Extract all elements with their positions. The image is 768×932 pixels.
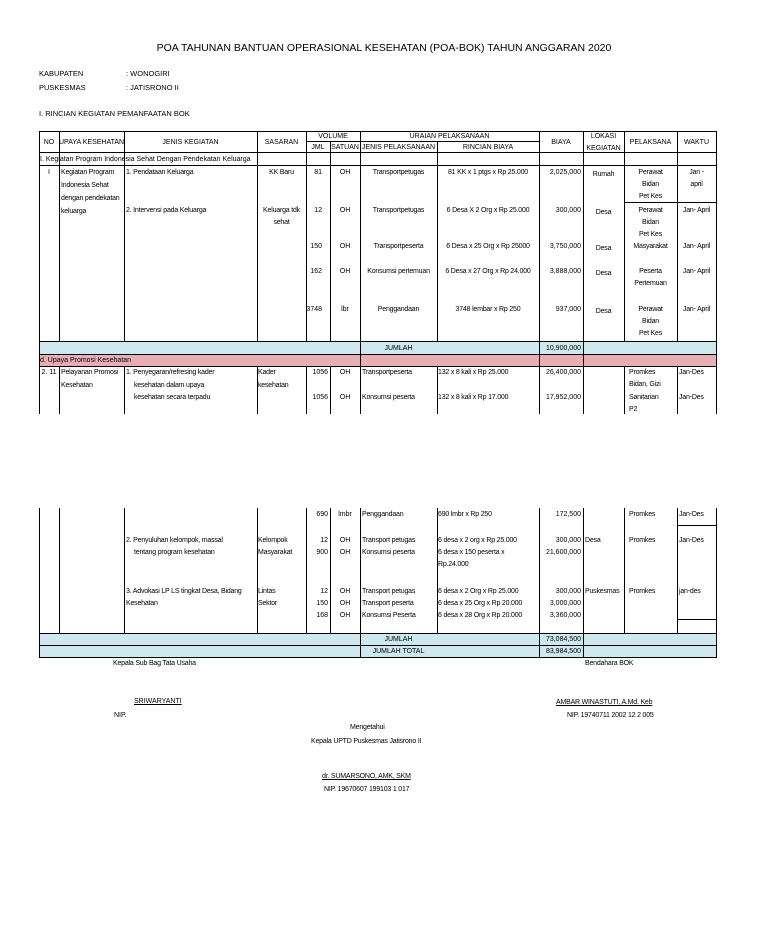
pelaksana-cell: Perawat bbox=[638, 306, 663, 313]
satuan-cell: OH bbox=[339, 600, 351, 607]
jml-cell: 12 bbox=[314, 207, 322, 214]
right-signer-role: Bendahara BOK bbox=[585, 660, 634, 667]
jumlah-value: 73,084,500 bbox=[545, 636, 581, 643]
sasaran-text: Kader bbox=[258, 369, 276, 376]
waktu-cell: Jan-Des bbox=[679, 511, 704, 518]
sasaran-text: Kelompok bbox=[258, 537, 288, 544]
kabupaten-value: : WONOGIRI bbox=[126, 69, 170, 78]
biaya-cell: 21,600,000 bbox=[545, 549, 581, 556]
biaya-cell: 17,952,000 bbox=[545, 394, 581, 401]
col-pelaksana: PELAKSANA bbox=[629, 139, 672, 146]
upaya-text: Kegiatan Program bbox=[61, 169, 115, 176]
jml-cell: 81 bbox=[314, 169, 322, 176]
biaya-cell: 300,000 bbox=[555, 588, 581, 595]
lokasi-cell: Desa bbox=[595, 308, 612, 315]
left-signer-nip: NIP. bbox=[114, 712, 127, 719]
page-title: POA TAHUNAN BANTUAN OPERASIONAL KESEHATAN (POA-BOK) TAHUN ANGGARAN 2020 bbox=[156, 42, 612, 54]
puskesmas-value: : JATISRONO II bbox=[126, 83, 179, 92]
upaya-text: dengan pendekatan bbox=[61, 195, 120, 202]
upaya-text: keluarga bbox=[61, 208, 87, 215]
satuan-cell: lmbr bbox=[338, 511, 352, 518]
pelaksana-cell: Promkes bbox=[629, 537, 656, 544]
jml-cell: 168 bbox=[316, 612, 328, 619]
jml-cell: 3748 bbox=[306, 306, 322, 313]
promosi-band bbox=[39, 354, 716, 366]
jenis-pelaksanaan-cell: Konsumsi Peserta bbox=[362, 612, 416, 619]
kegiatan-text: kesehatan dalam upaya bbox=[134, 382, 205, 389]
col-jenis-kegiatan: JENIS KEGIATAN bbox=[162, 139, 219, 146]
jenis-pelaksanaan-cell: Transport peserta bbox=[362, 600, 414, 607]
rincian-cell: 690 lmbr x Rp 250 bbox=[438, 511, 492, 518]
rincian-cell: 6 desa x 2 org x Rp 25.000 bbox=[438, 537, 517, 544]
jml-cell: 150 bbox=[316, 600, 328, 607]
pelaksana-cell: Bidan bbox=[642, 181, 659, 188]
col-volume: VOLUME bbox=[318, 133, 348, 140]
jenis-pelaksanaan-cell: Penggandaan bbox=[377, 306, 420, 313]
col-lokasi-2: KEGIATAN bbox=[586, 145, 621, 152]
waktu-cell: Jan-Des bbox=[679, 537, 704, 544]
satuan-cell: OH bbox=[339, 243, 351, 250]
jenis-pelaksanaan-cell: Transport petugas bbox=[362, 537, 416, 544]
jml-cell: 162 bbox=[310, 268, 322, 275]
pelaksana-cell: Pet Kes bbox=[638, 231, 663, 238]
col-satuan: SATUAN bbox=[331, 144, 359, 151]
waktu-cell: Jan - bbox=[689, 169, 704, 176]
kegiatan-text: tentang program kesehatan bbox=[134, 549, 215, 556]
rincian-cell: 6 Desa X 2 Org x Rp 25.000 bbox=[446, 207, 530, 214]
jenis-pelaksanaan-cell: Transport petugas bbox=[362, 588, 416, 595]
pelaksana-cell: Bidan bbox=[642, 219, 659, 226]
jenis-pelaksanaan-cell: Konsumsi peserta bbox=[362, 394, 415, 401]
jenis-pelaksanaan-cell: Transportpeserta bbox=[373, 243, 424, 250]
jenis-pelaksanaan-cell: Transportpetugas bbox=[372, 169, 425, 176]
kegiatan-text: 1. Penyegaran/refresing kader bbox=[126, 369, 215, 376]
jenis-pelaksanaan-cell: Konsumsi peserta bbox=[362, 549, 415, 556]
rincian-cell: 3748 lembar x Rp 250 bbox=[455, 306, 521, 313]
kegiatan-text: 2. Intervensi pada Keluarga bbox=[126, 207, 207, 214]
lokasi-cell: Rumah bbox=[592, 171, 615, 178]
biaya-cell: 3,000,000 bbox=[549, 600, 581, 607]
kegiatan-text: 1. Pendataan Keluarga bbox=[126, 169, 194, 176]
pelaksana-cell: Promkes bbox=[629, 511, 656, 518]
col-rincian: RINCIAN BIAYA bbox=[462, 144, 514, 151]
satuan-cell: OH bbox=[339, 394, 351, 401]
jenis-pelaksanaan-cell: Konsumsi pertemuan bbox=[367, 268, 430, 275]
total-value: 83,984,500 bbox=[545, 648, 581, 655]
rincian-cell: 6 desa x 2 Org x Rp 25.000 bbox=[438, 588, 519, 595]
sasaran-text: Sektor bbox=[258, 600, 278, 607]
left-signer-role: Kepala Sub Bag Tata Usaha bbox=[113, 660, 196, 667]
waktu-cell: Jan- April bbox=[682, 268, 711, 275]
biaya-cell: 3,750,000 bbox=[549, 243, 581, 250]
satuan-cell: OH bbox=[339, 549, 351, 556]
pelaksana-cell: Promkes bbox=[629, 588, 656, 595]
lokasi-cell: Desa bbox=[595, 270, 612, 277]
upaya-text: Indonesia Sehat bbox=[61, 182, 109, 189]
waktu-cell: Jan- April bbox=[682, 207, 711, 214]
sasaran-text: KK Baru bbox=[269, 169, 294, 176]
biaya-cell: 26,400,000 bbox=[545, 369, 581, 376]
jml-cell: 1056 bbox=[312, 394, 328, 401]
rincian-cell: 132 x 8 kali x Rp 25.000 bbox=[438, 369, 509, 376]
biaya-cell: 3,888,000 bbox=[549, 268, 581, 275]
pelaksana-cell: Bidan, Gizi bbox=[629, 381, 661, 388]
puskesmas-label: PUSKESMAS bbox=[39, 83, 86, 92]
lokasi-cell: Desa bbox=[585, 537, 601, 544]
waktu-cell: jan-des bbox=[679, 588, 701, 595]
pelaksana-cell: Peserta bbox=[639, 268, 662, 275]
upaya-text: Kesehatan bbox=[61, 382, 93, 389]
sasaran-text: Masyarakat bbox=[258, 549, 293, 556]
group-1-title: I. Kegiatan Program Indonesia Sehat Dengan Pendekatan Keluarga bbox=[40, 156, 251, 163]
satuan-cell: OH bbox=[339, 268, 351, 275]
jenis-pelaksanaan-cell: Penggandaan bbox=[362, 511, 404, 518]
col-waktu: WAKTU bbox=[683, 139, 710, 146]
jml-cell: 12 bbox=[320, 537, 328, 544]
biaya-cell: 172,500 bbox=[555, 511, 581, 518]
lokasi-cell: Desa bbox=[595, 209, 612, 216]
rincian-cell: 6 desa x 150 peserta x bbox=[438, 549, 505, 556]
jml-cell: 150 bbox=[310, 243, 322, 250]
sasaran-text: sehat bbox=[273, 219, 290, 226]
col-no: NO bbox=[43, 139, 55, 146]
satuan-cell: OH bbox=[339, 369, 351, 376]
pelaksana-cell: Masyarakat bbox=[633, 243, 668, 250]
head-name: dr. SUMARSONO, AMK, SKM bbox=[322, 773, 411, 780]
pelaksana-cell: P2 bbox=[629, 406, 638, 413]
jenis-pelaksanaan-cell: Transportpeserta bbox=[362, 369, 412, 376]
pelaksana-cell: Pet Kes bbox=[638, 330, 663, 337]
pelaksana-cell: Pertemuan bbox=[634, 280, 667, 287]
jml-cell: 900 bbox=[316, 549, 328, 556]
rincian-cell: 6 Desa x 27 Org x Rp 24.000 bbox=[445, 268, 531, 275]
biaya-cell: 300,000 bbox=[555, 207, 581, 214]
satuan-cell: OH bbox=[339, 588, 351, 595]
rincian-cell: Rp.24.000 bbox=[438, 561, 469, 568]
rincian-cell: 6 desa x 28 Org x Rp 20.000 bbox=[438, 612, 523, 619]
kegiatan-text: Kesehatan bbox=[126, 600, 158, 607]
lokasi-cell: Desa bbox=[595, 245, 612, 252]
waktu-cell: Jan-Des bbox=[679, 394, 704, 401]
rincian-cell: 132 x 8 kali x Rp 17.000 bbox=[438, 394, 509, 401]
pelaksana-cell: Promkes bbox=[629, 369, 656, 376]
satuan-cell: OH bbox=[339, 207, 351, 214]
col-jml: JML bbox=[311, 144, 325, 151]
jumlah-label: JUMLAH bbox=[384, 345, 413, 352]
total-label: JUMLAH TOTAL bbox=[372, 648, 425, 655]
waktu-cell: Jan-Des bbox=[679, 369, 704, 376]
jml-cell: 690 bbox=[316, 511, 328, 518]
kegiatan-text: 2. Penyuluhan kelompok, massal bbox=[126, 537, 223, 544]
lokasi-cell: Puskesmas bbox=[585, 588, 620, 595]
row-no: I bbox=[48, 169, 50, 176]
jml-cell: 1056 bbox=[312, 369, 328, 376]
left-signer-name: SRIWARYANTI bbox=[134, 698, 182, 705]
biaya-cell: 2,025,000 bbox=[549, 169, 581, 176]
right-signer-name: AMBAR WINASTUTI, A.Md. Keb bbox=[556, 699, 653, 706]
pelaksana-cell: Perawat bbox=[638, 207, 663, 214]
row-no: 2. 11 bbox=[41, 369, 57, 376]
biaya-cell: 300,000 bbox=[555, 537, 581, 544]
col-uraian: URAIAN PELAKSANAAN bbox=[409, 133, 490, 140]
rincian-cell: 6 desa x 25 Org x Rp 20.000 bbox=[438, 600, 523, 607]
rincian-cell: 6 Desa x 25 Org x Rp 25000 bbox=[446, 243, 530, 250]
head-role: Kepala UPTD Puskesmas Jatisrono II bbox=[311, 738, 422, 745]
sasaran-text: kesehatan bbox=[258, 382, 289, 389]
section-title: I. RINCIAN KEGIATAN PEMANFAATAN BOK bbox=[39, 109, 190, 118]
kegiatan-text: kesehatan secara terpadu bbox=[134, 394, 211, 401]
satuan-cell: OH bbox=[339, 169, 351, 176]
group-2-title: d. Upaya Promosi Kesehatan bbox=[40, 357, 132, 364]
pelaksana-cell: Bidan bbox=[642, 318, 659, 325]
sasaran-text: Lintas bbox=[258, 588, 276, 595]
head-nip: NIP. 19670607 199103 1 017 bbox=[324, 786, 410, 793]
right-signer-nip: NIP. 19740711 2002 12 2 005 bbox=[567, 712, 654, 719]
rincian-cell: 81 KK x 1 ptgs x Rp 25.000 bbox=[447, 169, 529, 176]
pelaksana-cell: Perawat bbox=[638, 169, 663, 176]
mengetahui-text: Mengetahui bbox=[350, 724, 385, 731]
col-biaya: BIAYA bbox=[551, 139, 571, 146]
jumlah-label: JUMLAH bbox=[384, 636, 413, 643]
biaya-cell: 937,000 bbox=[555, 306, 581, 313]
waktu-cell: Jan- April bbox=[682, 243, 711, 250]
waktu-cell: april bbox=[690, 181, 703, 188]
sasaran-text: Keluarga tdk bbox=[263, 207, 300, 214]
kabupaten-label: KABUPATEN bbox=[39, 69, 84, 78]
jml-cell: 12 bbox=[320, 588, 328, 595]
pelaksana-cell: Sanitarian bbox=[629, 394, 659, 401]
jumlah-value: 10,900,000 bbox=[545, 345, 581, 352]
waktu-cell: Jan- April bbox=[682, 306, 711, 313]
biaya-cell: 3,360,000 bbox=[549, 612, 581, 619]
satuan-cell: OH bbox=[339, 612, 351, 619]
satuan-cell: lbr bbox=[341, 306, 349, 313]
col-jenis-pelaksanaan: JENIS PELAKSANAAN bbox=[361, 144, 436, 151]
col-upaya: UPAYA KESEHATAN bbox=[59, 139, 125, 146]
satuan-cell: OH bbox=[339, 537, 351, 544]
jenis-pelaksanaan-cell: Transportpetugas bbox=[372, 207, 425, 214]
kegiatan-text: 3. Advokasi LP LS tingkat Desa, Bidang bbox=[126, 588, 242, 595]
col-sasaran: SASARAN bbox=[264, 139, 299, 146]
upaya-text: Pelayanan Promosi bbox=[61, 369, 119, 376]
pelaksana-cell: Pet Kes bbox=[638, 193, 663, 200]
col-lokasi: LOKASI bbox=[590, 133, 617, 140]
